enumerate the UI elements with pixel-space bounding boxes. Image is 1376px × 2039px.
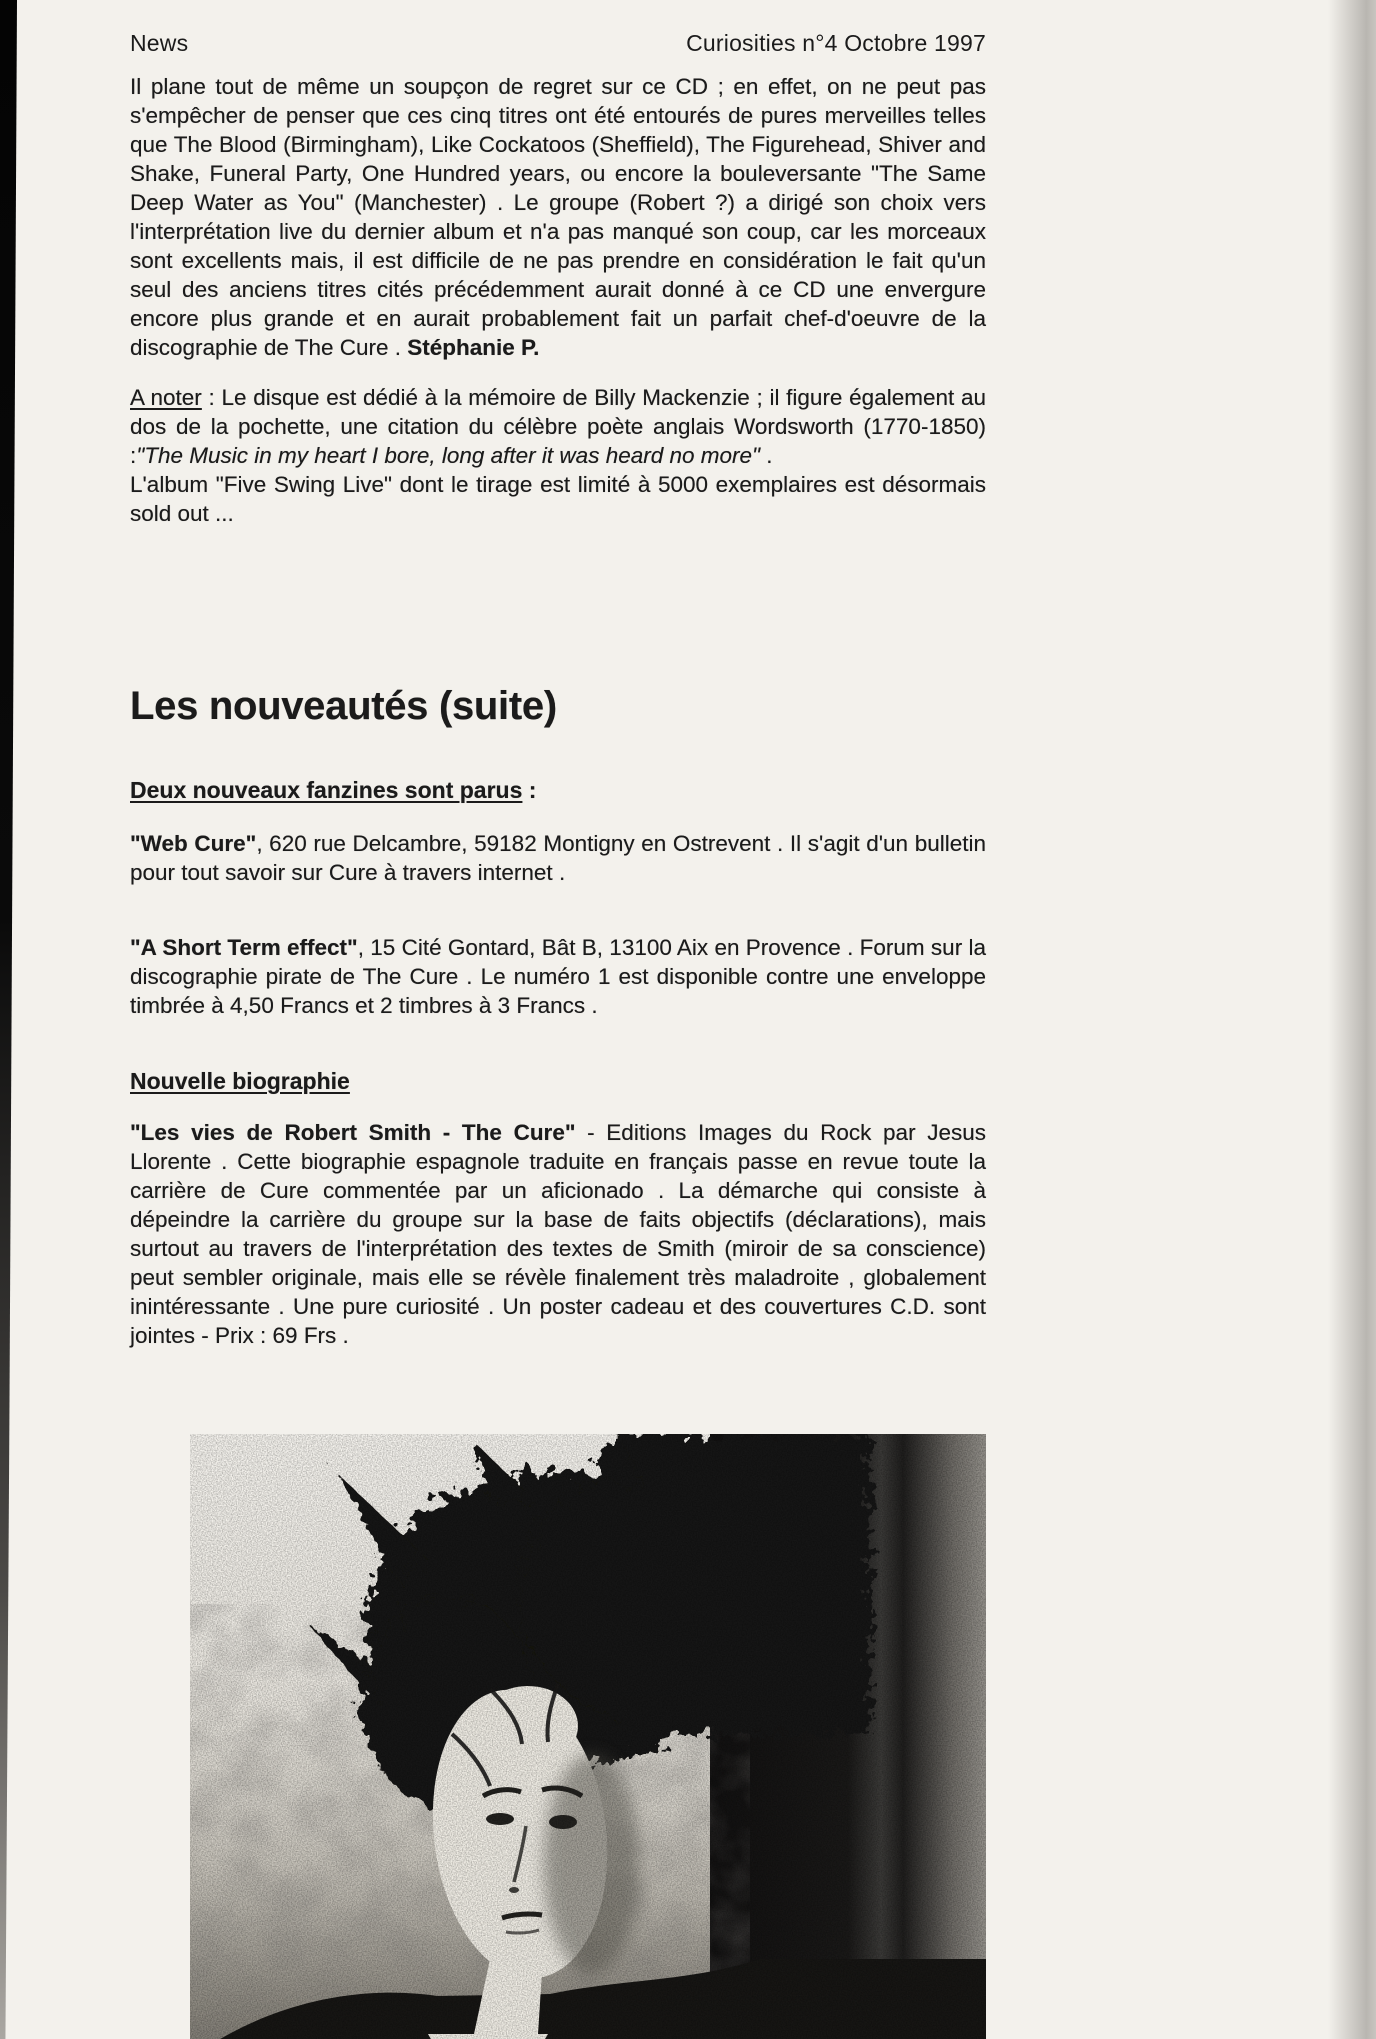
note-quote: "The Music in my heart I bore, long after it was heard no more" — [136, 443, 761, 468]
note-paragraph — [130, 383, 986, 528]
note-label: A noter — [130, 385, 202, 410]
text-column — [130, 72, 986, 2039]
fanzines-subheading — [130, 776, 986, 805]
review-byline: Stéphanie P. — [407, 335, 540, 360]
fanzine-title: "Web Cure" — [130, 831, 257, 856]
scan-edge-left — [0, 0, 17, 2039]
section-heading: Les nouveautés (suite) — [130, 684, 557, 728]
biography-subheading-text: Nouvelle biographie — [130, 1068, 350, 1094]
fanzine-title: "A Short Term effect" — [130, 935, 358, 960]
fanzines-subheading-colon: : — [522, 777, 537, 803]
fanzine-item-web-cure — [130, 829, 986, 887]
scan-edge-right — [1328, 0, 1376, 2039]
fanzine-text: , 620 rue Delcambre, 59182 Montigny en Ostrevent . Il s'agit d'un bulletin pour tout savoir sur Cure à travers internet . — [130, 831, 986, 885]
fanzines-subheading-text: Deux nouveaux fanzines sont parus — [130, 777, 523, 803]
header-section-title: News — [130, 30, 189, 56]
note-quote-tail: . — [760, 443, 773, 468]
note-album-line: L'album "Five Swing Live" dont le tirage est limité à 5000 exemplaires est désormais sold out ... — [130, 472, 986, 526]
biography-paragraph — [130, 1118, 986, 1350]
fanzine-item-short-term-effect — [130, 933, 986, 1020]
biography-text: - Editions Images du Rock par Jesus Llorente . Cette biographie espagnole traduite en français passe en revue toute la carrière de Cure commentée par un aficionado . La démarche qui consiste à dépeindre la carrière du groupe sur la base de faits objectifs (déclarations), mais surtout au travers de l'interprétation des textes de Smith (miroir de sa conscience) peut sembler originale, mais elle se révèle finalement très maladroite , globalement inintéressante . Une pure curiosité . Un poster cadeau et des couvertures C.D. sont jointes - Prix : 69 Frs . — [130, 1120, 986, 1348]
fanzine-text: , 15 Cité Gontard, Bât B, 13100 Aix en Provence . Forum sur la discographie pirate de The Cure . Le numéro 1 est disponible contre une enveloppe timbrée à 4,50 Francs et 2 timbres à 3 Francs . — [130, 935, 986, 1018]
photo-image — [190, 1434, 986, 2039]
page-header — [130, 30, 986, 57]
review-paragraph — [130, 72, 986, 362]
robert-smith-photo — [190, 1434, 986, 2039]
review-body: Il plane tout de même un soupçon de regret sur ce CD ; en effet, on ne peut pas s'empêcher de penser que ces cinq titres ont été entourés de pures merveilles telles que The Blood (Birmingham), Like Cockatoos (Sheffield), The Figurehead, Shiver and Shake, Funeral Party, One Hundred years, ou encore la bouleversante "The Same Deep Water as You" (Manchester) . Le groupe (Robert ?) a dirigé son choix vers l'interprétation live du dernier album et n'a pas manqué son coup, car les morceaux sont excellents mais, il est difficile de ne pas prendre en considération le fait qu'un seul des anciens titres cités précédemment aurait donné à ce CD une envergure encore plus grande et en aurait probablement fait un parfait chef-d'oeuvre de la discographie de The Cure . — [130, 74, 986, 360]
header-issue-title: Curiosities n°4 Octobre 1997 — [686, 30, 986, 56]
note-text: : Le disque est dédié à la mémoire de Billy Mackenzie ; il figure également au dos de la pochette, une citation du célèbre poète anglais Wordsworth (1770-1850) : — [130, 385, 986, 468]
biography-title: "Les vies de Robert Smith - The Cure" — [130, 1120, 576, 1145]
biography-subheading — [130, 1067, 986, 1096]
